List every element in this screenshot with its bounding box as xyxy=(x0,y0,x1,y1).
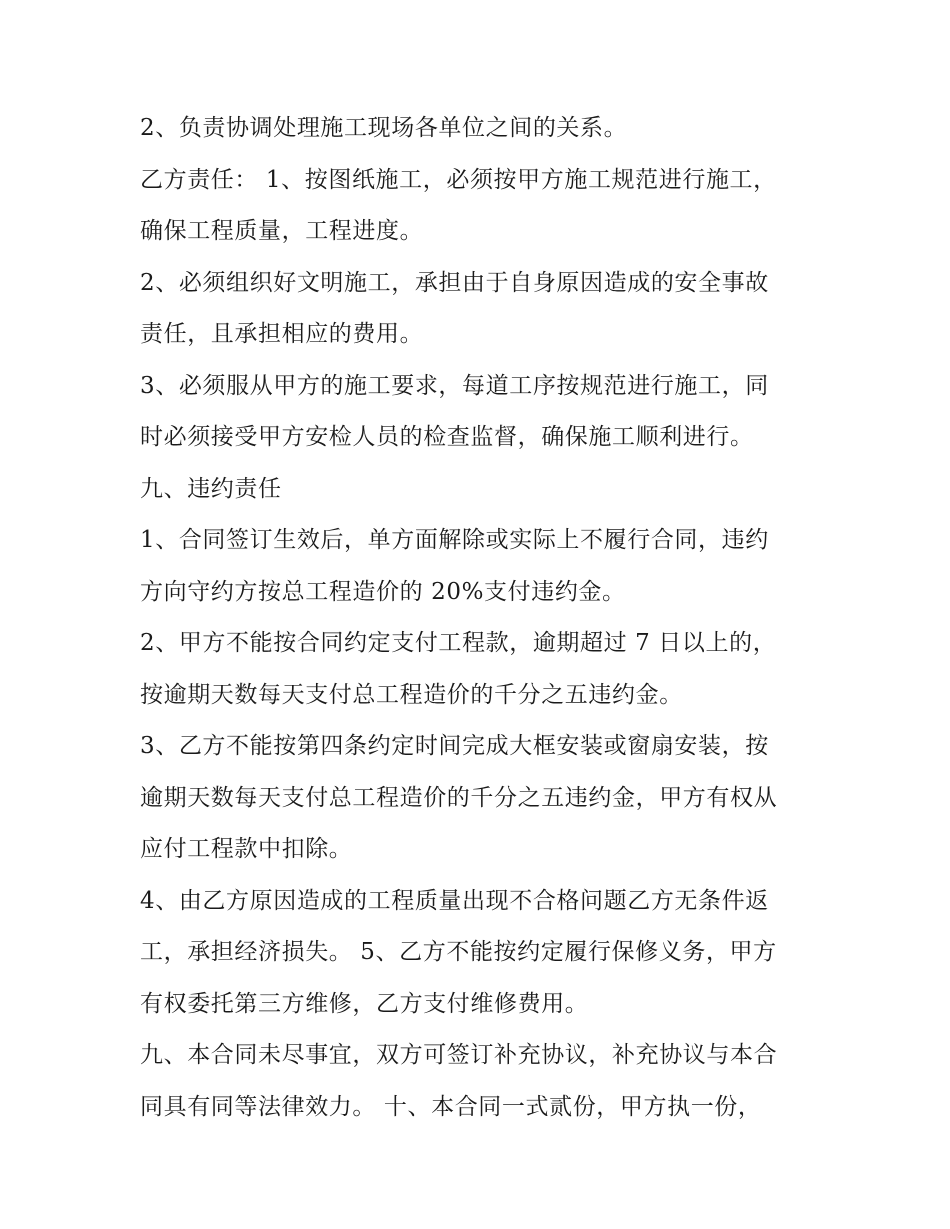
text-line: 2、甲方不能按合同约定支付工程款，逾期超过 7 日以上的， xyxy=(140,630,777,656)
text-line: 2、必须组织好文明施工，承担由于自身原因造成的安全事故 xyxy=(140,269,769,296)
text-line: 同具有同等法律效力。 十、本合同一式贰份，甲方执一份， xyxy=(140,1093,762,1120)
text-line: 3、乙方不能按第四条约定时间完成大框安装或窗扇安装，按 xyxy=(140,733,769,759)
text-line: 按逾期天数每天支付总工程造价的千分之五违约金。 xyxy=(140,681,683,708)
text-line: 1、合同签订生效后，单方面解除或实际上不履行合同，违约 xyxy=(140,527,769,553)
section-heading: 九、违约责任 xyxy=(140,475,282,502)
text-line: 方向守约方按总工程造价的 20%支付违约金。 xyxy=(140,578,626,605)
text-line: 4、由乙方原因造成的工程质量出现不合格问题乙方无条件返 xyxy=(140,887,769,914)
text-line: 应付工程款中扣除。 xyxy=(140,836,353,862)
text-line: 乙方责任： 1、按图纸施工，必须按甲方施工规范进行施工， xyxy=(140,166,777,193)
text-line: 工，承担经济损失。 5、乙方不能按约定履行保修义务，甲方 xyxy=(140,939,777,965)
text-line: 确保工程质量，工程进度。 xyxy=(140,218,424,244)
text-line: 九、本合同未尽事宜，双方可签订补充协议，补充协议与本合 xyxy=(140,1042,778,1068)
text-line: 3、必须服从甲方的施工要求，每道工序按规范进行施工，同 xyxy=(140,372,769,399)
text-line: 逾期天数每天支付总工程造价的千分之五违约金，甲方有权从 xyxy=(140,784,778,811)
document-body xyxy=(140,103,840,1133)
text-line: 时必须接受甲方安检人员的检查监督，确保施工顺利进行。 xyxy=(140,424,754,450)
text-line: 有权委托第三方维修，乙方支付维修费用。 xyxy=(140,990,589,1017)
text-line: 责任，且承担相应的费用。 xyxy=(140,321,424,347)
text-line: 2、负责协调处理施工现场各单位之间的关系。 xyxy=(140,115,628,141)
